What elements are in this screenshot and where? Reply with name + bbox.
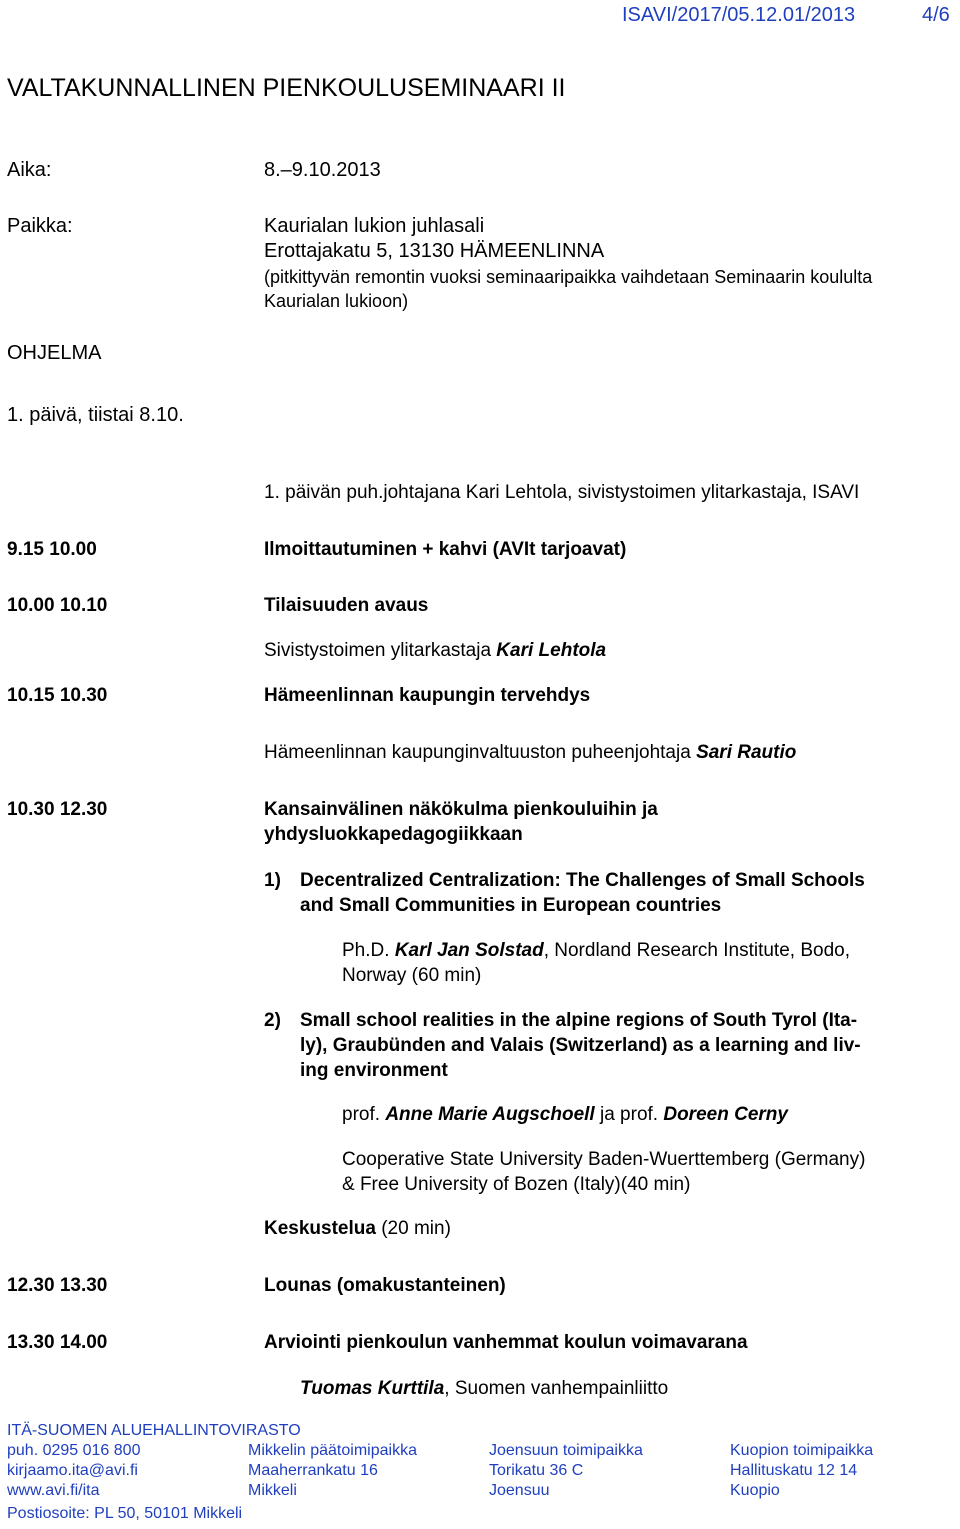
footer-joensuu-column: [489, 1441, 643, 1501]
item-title-line1: Kansainvälinen näkökulma pienkouluihin ja: [264, 799, 658, 820]
page-number: 4/6: [922, 4, 950, 26]
footer-office-name: Mikkelin päätoimipaikka: [248, 1442, 417, 1459]
aika-label: Aika:: [7, 159, 52, 181]
footer-postal-address: Postiosoite: PL 50, 50101 Mikkeli: [7, 1505, 243, 1522]
footer-office-city: Joensuu: [489, 1482, 550, 1499]
speaker-name: Anne Marie Augschoell: [385, 1104, 595, 1125]
document-reference: ISAVI/2017/05.12.01/2013: [622, 4, 856, 26]
speaker-affiliation-line2: Norway (60 min): [342, 965, 482, 986]
venue: Kaurialan lukion juhlasali: [264, 215, 485, 237]
talk-title-line2: and Small Communities in European countries: [300, 895, 722, 916]
item-speaker: [264, 740, 796, 765]
day-heading: 1. päivä, tiistai 8.10.: [7, 404, 184, 426]
item-time: 10.15 10.30: [7, 685, 108, 706]
talk-speaker: [342, 938, 850, 963]
item-title: Ilmoittautuminen + kahvi (AVIt tarjoavat): [264, 539, 627, 560]
speaker-prefix: prof.: [342, 1104, 386, 1125]
talk-speakers: [342, 1102, 788, 1127]
discussion: [264, 1216, 451, 1241]
talk-title-line2: ly), Graubünden and Valais (Switzerland) as a learning and liv-: [300, 1035, 861, 1056]
footer-website-link[interactable]: www.avi.fi/ita: [7, 1482, 100, 1499]
speaker-name: Sari Rautio: [696, 742, 797, 763]
venue-note-line2: Kaurialan lukioon): [264, 291, 409, 311]
item-speaker: [300, 1376, 668, 1401]
speaker-name: Karl Jan Solstad: [394, 940, 544, 961]
paikka-label: Paikka:: [7, 215, 73, 237]
aika-value: 8.–9.10.2013: [264, 159, 381, 181]
speaker-prefix: Ph.D.: [342, 940, 395, 961]
speaker-name: Doreen Cerny: [663, 1104, 788, 1125]
day-chair: 1. päivän puh.johtajana Kari Lehtola, sivistystoimen ylitarkastaja, ISAVI: [264, 482, 860, 503]
item-time: 12.30 13.30: [7, 1275, 108, 1296]
item-title: Tilaisuuden avaus: [264, 595, 429, 616]
speaker-joiner: ja prof.: [594, 1104, 664, 1125]
speaker-affiliation-line2: & Free University of Bozen (Italy)(40 min): [342, 1174, 691, 1195]
footer-mikkeli-column: [248, 1441, 417, 1501]
speaker-affiliation-line1: Cooperative State University Baden-Wuerttemberg (Germany): [342, 1149, 866, 1170]
item-title: Hämeenlinnan kaupungin tervehdys: [264, 685, 591, 706]
item-speaker: [264, 638, 606, 663]
footer-office-name: Joensuun toimipaikka: [489, 1442, 643, 1459]
footer-office-street: Torikatu 36 C: [489, 1462, 584, 1479]
document-title: VALTAKUNNALLINEN PIENKOULUSEMINAARI II: [7, 74, 566, 102]
item-time: 13.30 14.00: [7, 1332, 108, 1353]
footer-organization: ITÄ-SUOMEN ALUEHALLINTOVIRASTO: [7, 1422, 301, 1439]
speaker-name: Kari Lehtola: [496, 640, 607, 661]
talk-title-line1: Decentralized Centralization: The Challenges of Small Schools: [300, 870, 865, 891]
speaker-affiliation: , Suomen vanhempainliitto: [444, 1378, 669, 1399]
discussion-label: Keskustelua: [264, 1218, 376, 1239]
talk-title-line3: ing environment: [300, 1060, 448, 1081]
talk-number: 1): [264, 870, 281, 891]
footer-office-name: Kuopion toimipaikka: [730, 1442, 874, 1459]
talk-title-line1: Small school realities in the alpine regions of South Tyrol (Ita-: [300, 1010, 858, 1031]
item-title-line2: yhdysluokkapedagogiikkaan: [264, 824, 523, 845]
speaker-role: Sivistystoimen ylitarkastaja: [264, 640, 497, 661]
footer-office-city: Mikkeli: [248, 1482, 297, 1499]
discussion-duration: (20 min): [375, 1218, 451, 1239]
item-title: Arviointi pienkoulun vanhemmat koulun voimavarana: [264, 1332, 748, 1353]
speaker-name: Tuomas Kurttila: [300, 1378, 445, 1399]
speaker-affiliation: , Nordland Research Institute, Bodo,: [543, 940, 850, 961]
item-time: 10.30 12.30: [7, 799, 108, 820]
footer-office-city: Kuopio: [730, 1482, 780, 1499]
footer-phone: puh. 0295 016 800: [7, 1442, 141, 1459]
speaker-role: Hämeenlinnan kaupunginvaltuuston puheenjohtaja: [264, 742, 697, 763]
item-time: 10.00 10.10: [7, 595, 108, 616]
footer-contact-column: [7, 1441, 140, 1501]
venue-address: Erottajakatu 5, 13130 HÄMEENLINNA: [264, 240, 605, 262]
item-time: 9.15 10.00: [7, 539, 97, 560]
item-title: Lounas (omakustanteinen): [264, 1275, 506, 1296]
footer-office-street: Hallituskatu 12 14: [730, 1462, 858, 1479]
footer-kuopio-column: [730, 1441, 873, 1501]
venue-note-line1: (pitkittyvän remontin vuoksi seminaaripaikka vaihdetaan Seminaarin koululta: [264, 267, 873, 287]
program-heading: OHJELMA: [7, 342, 102, 364]
footer-office-street: Maaherrankatu 16: [248, 1462, 378, 1479]
footer-email-link[interactable]: kirjaamo.ita@avi.fi: [7, 1462, 138, 1479]
talk-number: 2): [264, 1010, 281, 1031]
